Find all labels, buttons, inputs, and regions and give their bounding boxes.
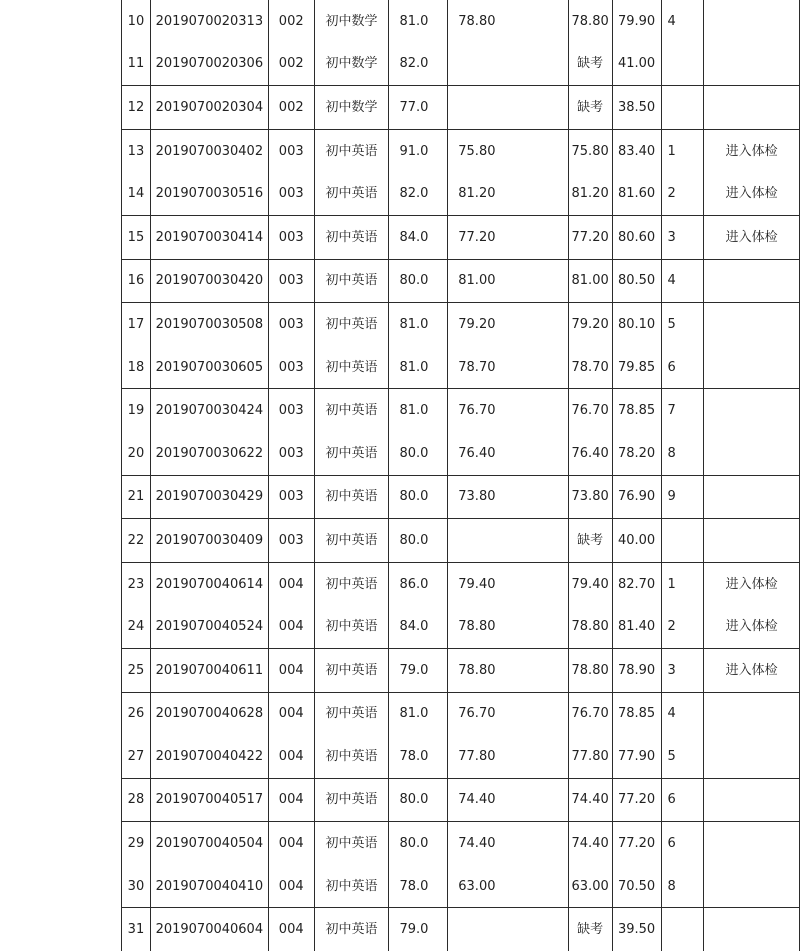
final-interview-score-cell: 78.80 <box>568 0 612 43</box>
final-interview-score-cell: 76.40 <box>568 432 612 475</box>
row-number-cell: 29 <box>122 822 151 865</box>
rank-cell: 2 <box>661 605 704 648</box>
written-score-cell: 86.0 <box>389 562 448 605</box>
subject-cell: 初中英语 <box>314 648 389 692</box>
post-code-cell: 002 <box>268 86 314 130</box>
post-code-cell: 003 <box>268 259 314 303</box>
subject-cell: 初中数学 <box>314 0 389 43</box>
total-score-cell: 80.10 <box>612 303 661 346</box>
candidate-id-cell: 2019070030424 <box>150 389 268 432</box>
candidate-id-cell: 2019070030414 <box>150 215 268 259</box>
rank-cell <box>661 519 704 563</box>
final-interview-score-cell: 75.80 <box>568 129 612 172</box>
total-score-cell: 80.50 <box>612 259 661 303</box>
subject-cell: 初中数学 <box>314 43 389 86</box>
post-code-cell: 004 <box>268 822 314 865</box>
candidate-id-cell: 2019070030622 <box>150 432 268 475</box>
total-score-cell: 82.70 <box>612 562 661 605</box>
total-score-cell: 80.60 <box>612 215 661 259</box>
total-score-cell: 77.20 <box>612 778 661 822</box>
written-score-cell: 80.0 <box>389 519 448 563</box>
post-code-cell: 003 <box>268 519 314 563</box>
post-code-cell: 003 <box>268 129 314 172</box>
written-score-cell: 79.0 <box>389 908 448 951</box>
note-cell <box>704 692 800 735</box>
total-score-cell: 77.20 <box>612 822 661 865</box>
table-row <box>122 519 800 563</box>
total-score-cell: 38.50 <box>612 86 661 130</box>
written-score-cell: 81.0 <box>389 346 448 389</box>
total-score-cell: 41.00 <box>612 43 661 86</box>
post-code-cell: 004 <box>268 908 314 951</box>
rank-cell: 3 <box>661 215 704 259</box>
results-table-body <box>122 0 800 951</box>
final-interview-score-cell: 81.20 <box>568 172 612 215</box>
note-cell <box>704 778 800 822</box>
post-code-cell: 004 <box>268 692 314 735</box>
interview-score-cell: 76.40 <box>448 432 568 475</box>
table-row <box>122 475 800 519</box>
subject-cell: 初中英语 <box>314 432 389 475</box>
written-score-cell: 80.0 <box>389 822 448 865</box>
interview-score-cell <box>448 908 568 951</box>
total-score-cell: 79.85 <box>612 346 661 389</box>
row-number-cell: 11 <box>122 43 151 86</box>
subject-cell: 初中英语 <box>314 346 389 389</box>
interview-score-cell: 81.20 <box>448 172 568 215</box>
total-score-cell: 78.85 <box>612 389 661 432</box>
rank-cell: 1 <box>661 129 704 172</box>
final-interview-score-cell: 78.70 <box>568 346 612 389</box>
table-row <box>122 0 800 43</box>
subject-cell: 初中英语 <box>314 778 389 822</box>
candidate-id-cell: 2019070030409 <box>150 519 268 563</box>
final-interview-score-cell: 78.80 <box>568 605 612 648</box>
post-code-cell: 002 <box>268 0 314 43</box>
post-code-cell: 003 <box>268 346 314 389</box>
row-number-cell: 23 <box>122 562 151 605</box>
final-interview-score-cell: 77.20 <box>568 215 612 259</box>
row-number-cell: 26 <box>122 692 151 735</box>
written-score-cell: 79.0 <box>389 648 448 692</box>
final-interview-score-cell: 缺考 <box>568 86 612 130</box>
table-row <box>122 778 800 822</box>
subject-cell: 初中英语 <box>314 259 389 303</box>
interview-score-cell: 74.40 <box>448 778 568 822</box>
post-code-cell: 003 <box>268 215 314 259</box>
rank-cell: 4 <box>661 0 704 43</box>
written-score-cell: 77.0 <box>389 86 448 130</box>
total-score-cell: 83.40 <box>612 129 661 172</box>
subject-cell: 初中英语 <box>314 475 389 519</box>
candidate-id-cell: 2019070040628 <box>150 692 268 735</box>
row-number-cell: 19 <box>122 389 151 432</box>
rank-cell: 8 <box>661 432 704 475</box>
table-row <box>122 43 800 86</box>
rank-cell <box>661 43 704 86</box>
row-number-cell: 13 <box>122 129 151 172</box>
table-row <box>122 648 800 692</box>
table-row <box>122 692 800 735</box>
interview-score-cell: 81.00 <box>448 259 568 303</box>
written-score-cell: 80.0 <box>389 475 448 519</box>
candidate-id-cell: 2019070030420 <box>150 259 268 303</box>
candidate-id-cell: 2019070040422 <box>150 735 268 778</box>
subject-cell: 初中英语 <box>314 303 389 346</box>
final-interview-score-cell: 缺考 <box>568 519 612 563</box>
row-number-cell: 30 <box>122 865 151 908</box>
post-code-cell: 004 <box>268 562 314 605</box>
candidate-id-cell: 2019070040517 <box>150 778 268 822</box>
note-cell <box>704 908 800 951</box>
written-score-cell: 84.0 <box>389 215 448 259</box>
final-interview-score-cell: 81.00 <box>568 259 612 303</box>
row-number-cell: 16 <box>122 259 151 303</box>
subject-cell: 初中英语 <box>314 908 389 951</box>
final-interview-score-cell: 76.70 <box>568 692 612 735</box>
written-score-cell: 82.0 <box>389 43 448 86</box>
total-score-cell: 78.85 <box>612 692 661 735</box>
rank-cell: 7 <box>661 389 704 432</box>
note-cell: 进入体检 <box>704 648 800 692</box>
interview-score-cell: 73.80 <box>448 475 568 519</box>
rank-cell: 3 <box>661 648 704 692</box>
note-cell <box>704 735 800 778</box>
row-number-cell: 21 <box>122 475 151 519</box>
candidate-id-cell: 2019070030605 <box>150 346 268 389</box>
interview-score-cell: 77.80 <box>448 735 568 778</box>
table-row <box>122 215 800 259</box>
row-number-cell: 12 <box>122 86 151 130</box>
final-interview-score-cell: 缺考 <box>568 43 612 86</box>
final-interview-score-cell: 79.20 <box>568 303 612 346</box>
post-code-cell: 002 <box>268 43 314 86</box>
final-interview-score-cell: 74.40 <box>568 778 612 822</box>
table-row <box>122 259 800 303</box>
written-score-cell: 84.0 <box>389 605 448 648</box>
total-score-cell: 81.40 <box>612 605 661 648</box>
interview-score-cell <box>448 43 568 86</box>
rank-cell: 4 <box>661 692 704 735</box>
note-cell <box>704 389 800 432</box>
subject-cell: 初中英语 <box>314 129 389 172</box>
rank-cell: 1 <box>661 562 704 605</box>
written-score-cell: 81.0 <box>389 0 448 43</box>
table-row <box>122 605 800 648</box>
subject-cell: 初中英语 <box>314 519 389 563</box>
table-row <box>122 822 800 865</box>
row-number-cell: 28 <box>122 778 151 822</box>
rank-cell: 4 <box>661 259 704 303</box>
note-cell <box>704 43 800 86</box>
interview-score-cell <box>448 86 568 130</box>
total-score-cell: 40.00 <box>612 519 661 563</box>
table-row <box>122 346 800 389</box>
table-row <box>122 389 800 432</box>
note-cell <box>704 303 800 346</box>
row-number-cell: 18 <box>122 346 151 389</box>
row-number-cell: 22 <box>122 519 151 563</box>
table-row <box>122 865 800 908</box>
interview-score-cell: 78.70 <box>448 346 568 389</box>
note-cell <box>704 519 800 563</box>
total-score-cell: 79.90 <box>612 0 661 43</box>
subject-cell: 初中数学 <box>314 86 389 130</box>
table-row <box>122 908 800 951</box>
note-cell: 进入体检 <box>704 129 800 172</box>
final-interview-score-cell: 缺考 <box>568 908 612 951</box>
candidate-id-cell: 2019070040524 <box>150 605 268 648</box>
subject-cell: 初中英语 <box>314 172 389 215</box>
candidate-id-cell: 2019070040410 <box>150 865 268 908</box>
candidate-id-cell: 2019070030429 <box>150 475 268 519</box>
final-interview-score-cell: 78.80 <box>568 648 612 692</box>
total-score-cell: 78.20 <box>612 432 661 475</box>
written-score-cell: 78.0 <box>389 735 448 778</box>
candidate-id-cell: 2019070030516 <box>150 172 268 215</box>
post-code-cell: 003 <box>268 303 314 346</box>
rank-cell: 6 <box>661 822 704 865</box>
rank-cell <box>661 86 704 130</box>
table-row <box>122 86 800 130</box>
row-number-cell: 14 <box>122 172 151 215</box>
results-table <box>121 0 800 951</box>
note-cell <box>704 822 800 865</box>
row-number-cell: 31 <box>122 908 151 951</box>
rank-cell: 2 <box>661 172 704 215</box>
written-score-cell: 78.0 <box>389 865 448 908</box>
candidate-id-cell: 2019070040604 <box>150 908 268 951</box>
row-number-cell: 17 <box>122 303 151 346</box>
row-number-cell: 24 <box>122 605 151 648</box>
table-row <box>122 129 800 172</box>
total-score-cell: 78.90 <box>612 648 661 692</box>
candidate-id-cell: 2019070040614 <box>150 562 268 605</box>
table-row <box>122 303 800 346</box>
post-code-cell: 003 <box>268 172 314 215</box>
row-number-cell: 27 <box>122 735 151 778</box>
written-score-cell: 81.0 <box>389 692 448 735</box>
post-code-cell: 003 <box>268 475 314 519</box>
rank-cell: 6 <box>661 778 704 822</box>
candidate-id-cell: 2019070040504 <box>150 822 268 865</box>
candidate-id-cell: 2019070030508 <box>150 303 268 346</box>
note-cell: 进入体检 <box>704 605 800 648</box>
total-score-cell: 76.90 <box>612 475 661 519</box>
written-score-cell: 80.0 <box>389 778 448 822</box>
row-number-cell: 15 <box>122 215 151 259</box>
total-score-cell: 77.90 <box>612 735 661 778</box>
table-row <box>122 735 800 778</box>
subject-cell: 初中英语 <box>314 605 389 648</box>
subject-cell: 初中英语 <box>314 215 389 259</box>
note-cell: 进入体检 <box>704 562 800 605</box>
note-cell <box>704 475 800 519</box>
row-number-cell: 20 <box>122 432 151 475</box>
final-interview-score-cell: 79.40 <box>568 562 612 605</box>
post-code-cell: 003 <box>268 389 314 432</box>
rank-cell: 5 <box>661 303 704 346</box>
rank-cell: 5 <box>661 735 704 778</box>
subject-cell: 初中英语 <box>314 562 389 605</box>
written-score-cell: 80.0 <box>389 432 448 475</box>
total-score-cell: 81.60 <box>612 172 661 215</box>
note-cell <box>704 432 800 475</box>
interview-score-cell: 78.80 <box>448 648 568 692</box>
note-cell: 进入体检 <box>704 172 800 215</box>
post-code-cell: 003 <box>268 432 314 475</box>
subject-cell: 初中英语 <box>314 735 389 778</box>
post-code-cell: 004 <box>268 865 314 908</box>
final-interview-score-cell: 73.80 <box>568 475 612 519</box>
table-row <box>122 172 800 215</box>
rank-cell <box>661 908 704 951</box>
interview-score-cell: 78.80 <box>448 605 568 648</box>
written-score-cell: 80.0 <box>389 259 448 303</box>
table-row <box>122 562 800 605</box>
final-interview-score-cell: 77.80 <box>568 735 612 778</box>
interview-score-cell <box>448 519 568 563</box>
interview-score-cell: 79.40 <box>448 562 568 605</box>
written-score-cell: 81.0 <box>389 303 448 346</box>
post-code-cell: 004 <box>268 778 314 822</box>
post-code-cell: 004 <box>268 735 314 778</box>
row-number-cell: 25 <box>122 648 151 692</box>
post-code-cell: 004 <box>268 648 314 692</box>
interview-score-cell: 74.40 <box>448 822 568 865</box>
rank-cell: 9 <box>661 475 704 519</box>
interview-score-cell: 78.80 <box>448 0 568 43</box>
final-interview-score-cell: 74.40 <box>568 822 612 865</box>
rank-cell: 6 <box>661 346 704 389</box>
note-cell: 进入体检 <box>704 215 800 259</box>
rank-cell: 8 <box>661 865 704 908</box>
note-cell <box>704 346 800 389</box>
subject-cell: 初中英语 <box>314 865 389 908</box>
total-score-cell: 39.50 <box>612 908 661 951</box>
written-score-cell: 81.0 <box>389 389 448 432</box>
written-score-cell: 91.0 <box>389 129 448 172</box>
interview-score-cell: 63.00 <box>448 865 568 908</box>
interview-score-cell: 75.80 <box>448 129 568 172</box>
candidate-id-cell: 2019070040611 <box>150 648 268 692</box>
candidate-id-cell: 2019070020306 <box>150 43 268 86</box>
candidate-id-cell: 2019070030402 <box>150 129 268 172</box>
subject-cell: 初中英语 <box>314 822 389 865</box>
subject-cell: 初中英语 <box>314 692 389 735</box>
written-score-cell: 82.0 <box>389 172 448 215</box>
row-number-cell: 10 <box>122 0 151 43</box>
post-code-cell: 004 <box>268 605 314 648</box>
note-cell <box>704 86 800 130</box>
note-cell <box>704 865 800 908</box>
candidate-id-cell: 2019070020304 <box>150 86 268 130</box>
note-cell <box>704 259 800 303</box>
interview-score-cell: 77.20 <box>448 215 568 259</box>
subject-cell: 初中英语 <box>314 389 389 432</box>
interview-score-cell: 79.20 <box>448 303 568 346</box>
total-score-cell: 70.50 <box>612 865 661 908</box>
interview-score-cell: 76.70 <box>448 389 568 432</box>
candidate-id-cell: 2019070020313 <box>150 0 268 43</box>
interview-score-cell: 76.70 <box>448 692 568 735</box>
note-cell <box>704 0 800 43</box>
final-interview-score-cell: 76.70 <box>568 389 612 432</box>
final-interview-score-cell: 63.00 <box>568 865 612 908</box>
table-row <box>122 432 800 475</box>
